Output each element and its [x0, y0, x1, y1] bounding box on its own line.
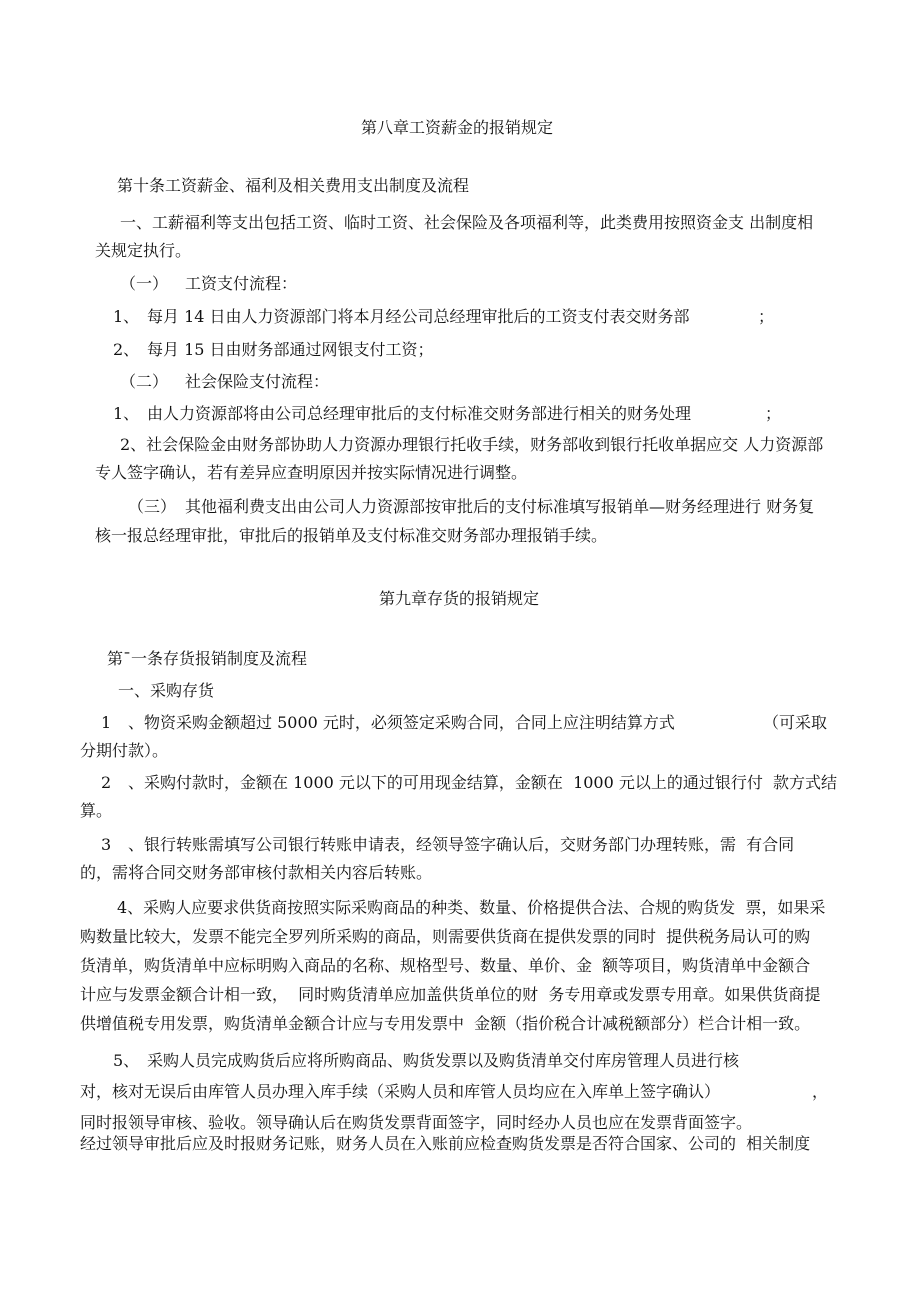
section-heading: 社会保险支付流程： — [185, 372, 330, 391]
item-number: 1、 — [113, 404, 140, 423]
paragraph-line: 经过领导审批后应及时报财务记账，财务人员在入账前应检查购货发票是否符合国家、公司的 相关制度 — [80, 1134, 811, 1153]
item-text: 、物资采购金额超过 5000 元时，必须签定采购合同，合同上应注明结算方式 — [128, 713, 675, 732]
paragraph-line: 供增值税专用发票，购货清单金额合计应与专用发票中 金额（指价税合计减税额部分）栏合计相一致。 — [80, 1014, 811, 1033]
item-number: 1、 — [113, 307, 140, 326]
section-number: （一） — [120, 274, 169, 293]
item-number: 3 — [101, 835, 112, 854]
item-number: 5、 — [113, 1051, 140, 1070]
article-10-title: 第十条工资薪金、福利及相关费用支出制度及流程 — [117, 176, 470, 195]
paragraph-line: 一、工薪福利等支出包括工资、临时工资、社会保险及各项福利等，此类费用按照资金支 出制度相 — [120, 213, 814, 232]
item-text: 由人力资源部将由公司总经理审批后的支付标准交财务部进行相关的财务处理 — [147, 404, 692, 423]
paragraph-line: 专人签字确认，若有差异应查明原因并按实际情况进行调整。 — [95, 463, 528, 482]
paragraph-line: 其他福利费支出由公司人力资源部按审批后的支付标准填写报销单—财务经理进行 财务复 — [185, 497, 815, 516]
paragraph-line: 关规定执行。 — [95, 241, 192, 260]
section-heading: 一、采购存货 — [118, 681, 215, 700]
chapter-8-title: 第八章工资薪金的报销规定 — [361, 118, 554, 137]
paragraph-line: 对，核对无误后由库管人员办理入库手续（采购人员和库管人员均应在入库单上签字确认） — [80, 1082, 721, 1101]
chapter-9-title: 第九章存货的报销规定 — [379, 589, 540, 608]
section-heading: 工资支付流程： — [185, 274, 298, 293]
paragraph-line: 计应与发票金额合计相一致， 同时购货清单应加盖供货单位的财 务专用章或发票专用章。如果供货商提 — [80, 985, 821, 1004]
item-text: 采购人员完成购货后应将所购商品、购货发票以及购货清单交付库房管理人员进行核 — [147, 1051, 740, 1070]
paragraph-line: 4、采购人应要求供货商按照实际采购商品的种类、数量、价格提供合法、合规的购货发 票，如果采 — [117, 898, 826, 917]
item-text: 每月 15 日由财务部通过网银支付工资； — [147, 340, 434, 359]
section-number: （二） — [120, 372, 169, 391]
item-number: 1 — [101, 713, 112, 732]
item-end: ； — [765, 404, 782, 423]
paragraph-line: 核一报总经理审批，审批后的报销单及支付标准交财务部办理报销手续。 — [95, 526, 608, 545]
item-number: 2、 — [113, 340, 140, 359]
item-text: 每月 14 日由人力资源部门将本月经公司总经理审批后的工资支付表交财务部 — [147, 307, 690, 326]
article-11-title: 第ˉ一条存货报销制度及流程 — [107, 649, 308, 668]
paragraph-line: 购数量比较大，发票不能完全罗列所采购的商品，则需要供货商在提供发票的同时 提供税务局认可的购 — [80, 927, 811, 946]
item-end: ， — [812, 1082, 829, 1101]
item-text: 、采购付款时，金额在 1000 元以下的可用现金结算，金额在 1000 元以上的通过银行付 款方式结 — [128, 773, 838, 792]
paragraph-line: 算。 — [80, 801, 113, 820]
section-number: （三） — [128, 497, 177, 516]
item-number: 2 — [101, 773, 112, 792]
item-end: ； — [758, 307, 775, 326]
paragraph-line: 同时报领导审核、验收。领导确认后在购货发票背面签字，同时经办人员也应在发票背面签字。 — [80, 1113, 753, 1132]
paragraph-line: 2、社会保险金由财务部协助人力资源办理银行托收手续，财务部收到银行托收单据应交 人力资源部 — [120, 435, 824, 454]
paragraph-line: 分期付款）。 — [80, 741, 169, 760]
paragraph-line: 货清单，购货清单中应标明购入商品的名称、规格型号、数量、单价、金 额等项目，购货清单中金额合 — [80, 956, 811, 975]
paragraph-line: 的，需将合同交财务部审核付款相关内容后转账。 — [80, 863, 433, 882]
item-text: 、银行转账需填写公司银行转账申请表，经领导签字确认后，交财务部门办理转账，需 有合同 — [128, 835, 795, 854]
item-end: （可采取 — [763, 713, 828, 732]
